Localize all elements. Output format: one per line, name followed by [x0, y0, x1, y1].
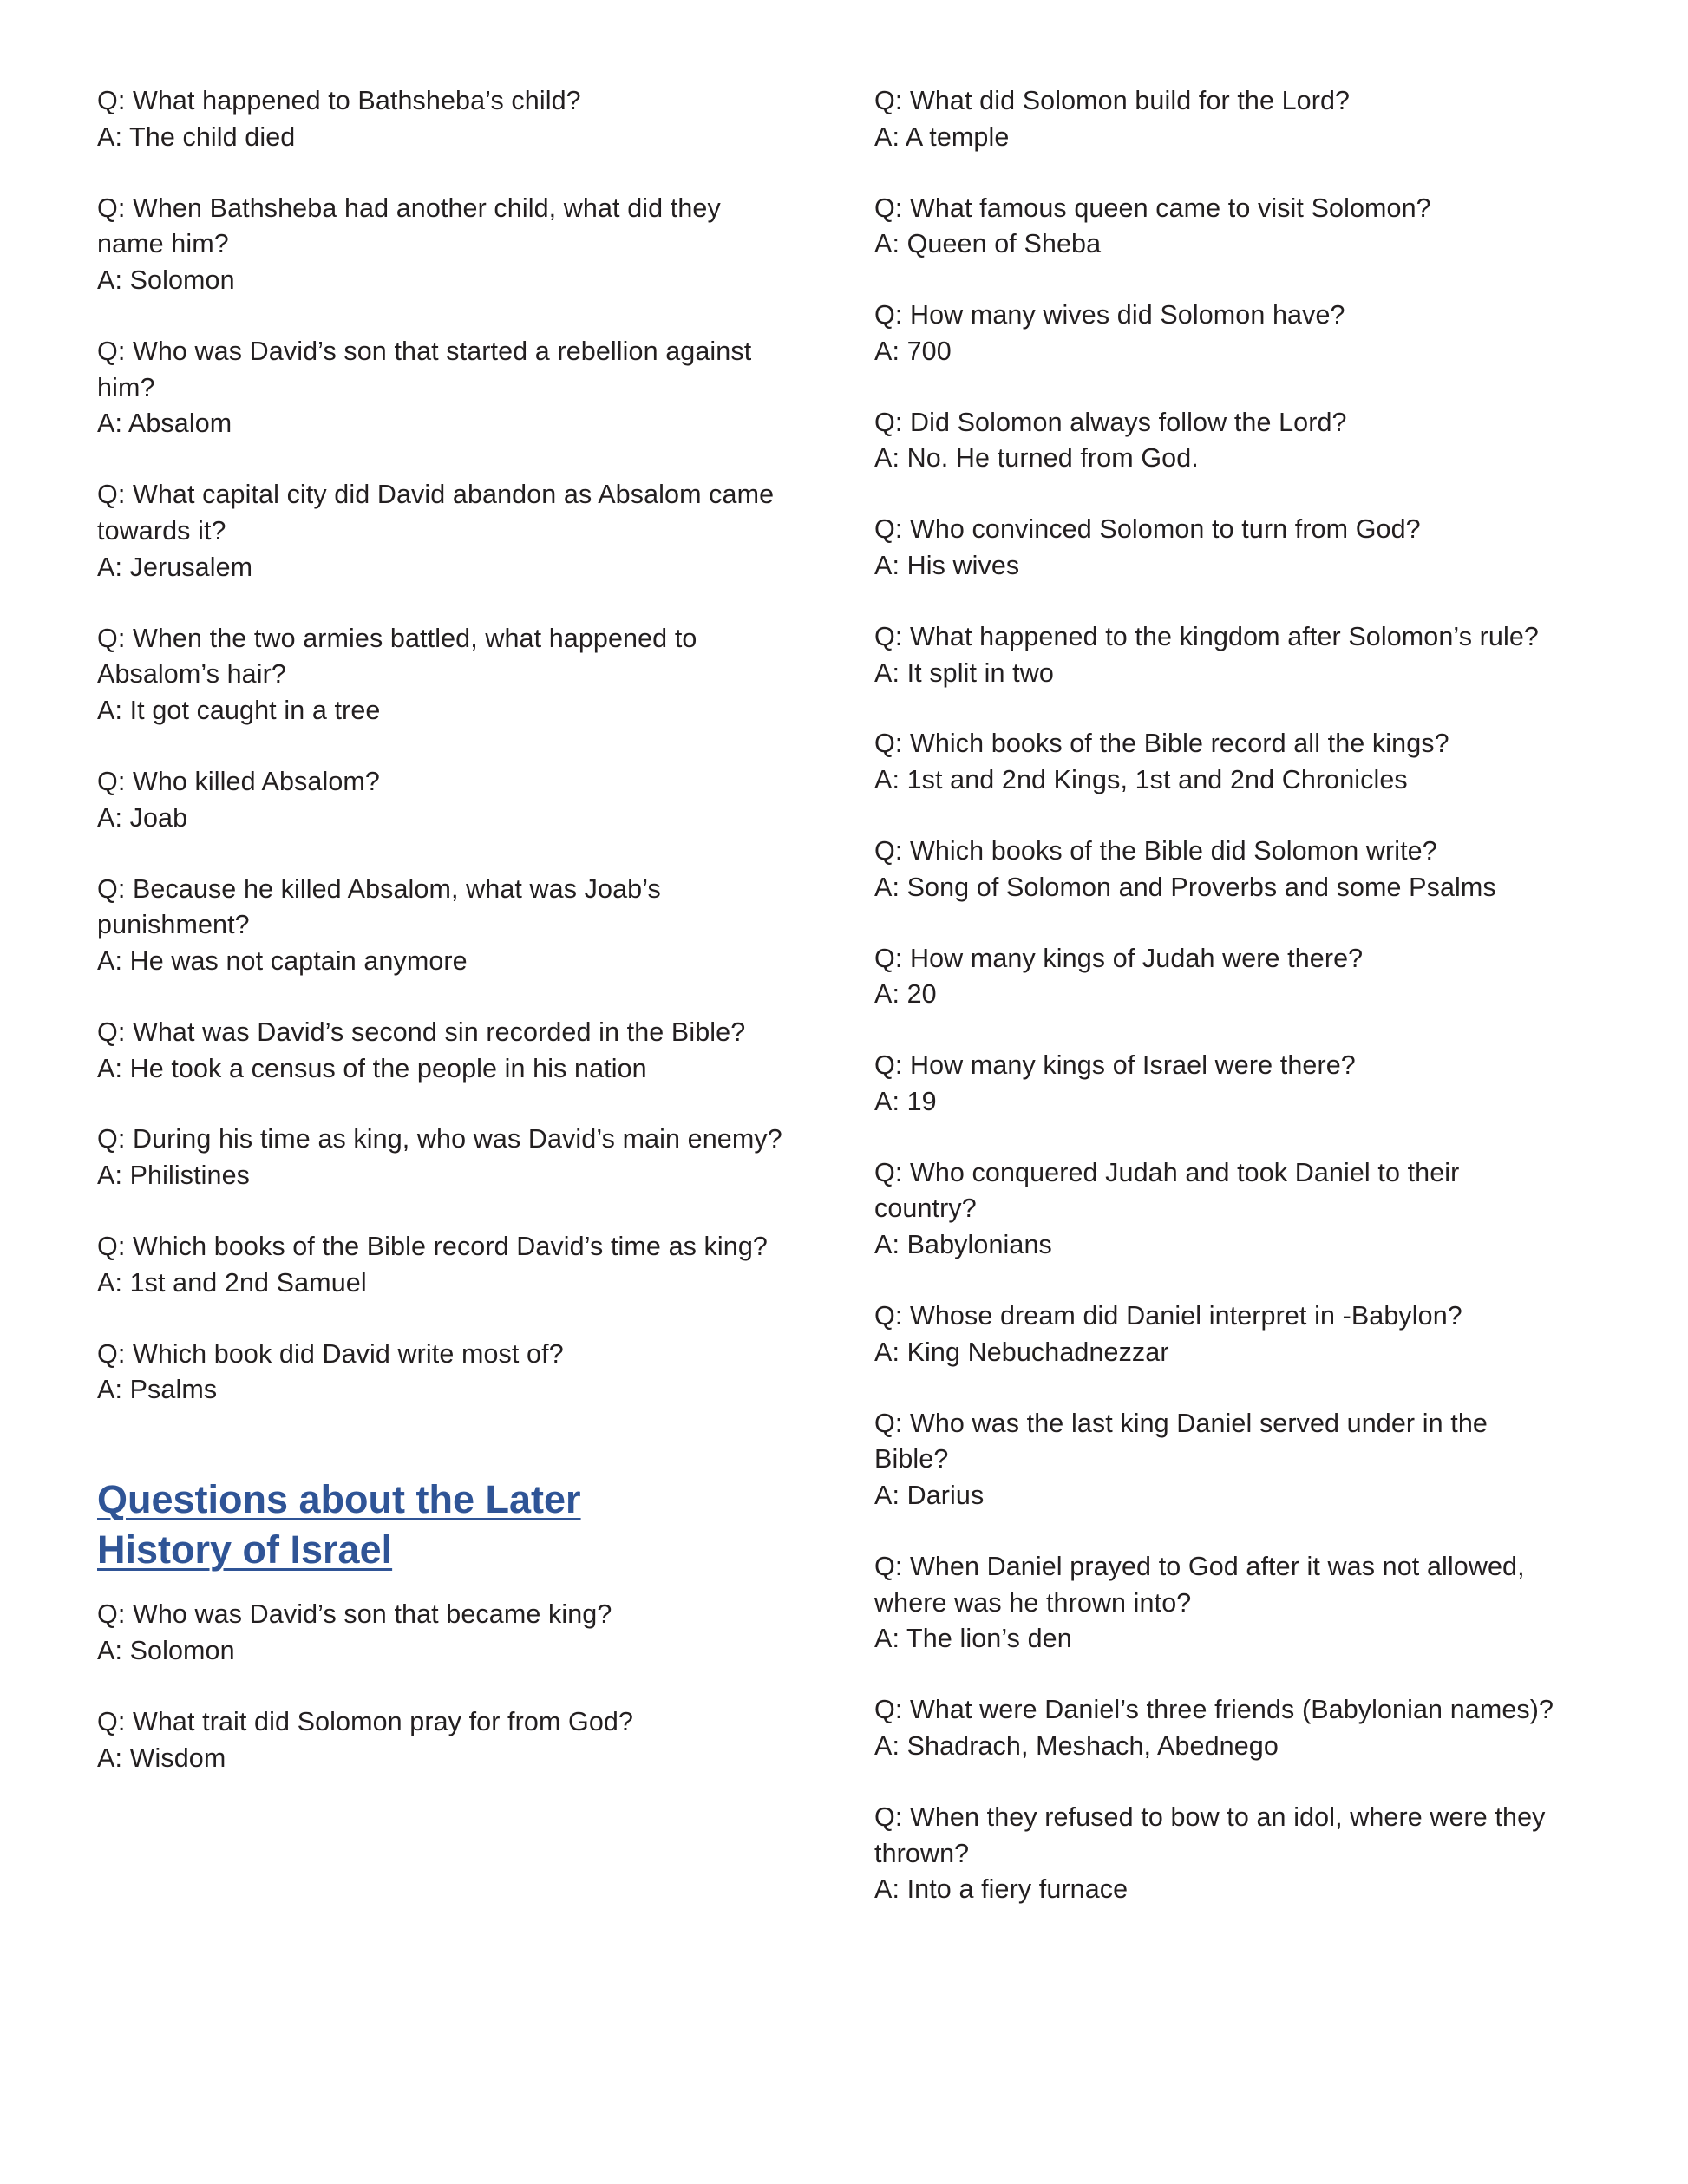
qa-block: [874, 726, 1560, 799]
answer-text: A: Wisdom: [97, 1743, 226, 1773]
qa-block: [97, 764, 782, 837]
answer-text: A: The lion’s den: [874, 1624, 1072, 1654]
answer-text: A: Psalms: [97, 1375, 218, 1405]
answer-text: A: 1st and 2nd Samuel: [97, 1267, 367, 1298]
answer-text: A: Solomon: [97, 1636, 235, 1666]
left-column: [97, 83, 782, 1811]
question-text: Q: When the two armies battled, what happened to Absalom’s hair?: [97, 623, 697, 690]
qa-block: [97, 334, 782, 442]
question-text: Q: How many wives did Solomon have?: [874, 300, 1345, 330]
qa-block: [97, 1704, 782, 1777]
qa-block: [97, 1337, 782, 1409]
question-text: Q: Who was David’s son that became king?: [97, 1599, 612, 1630]
qa-block: [874, 191, 1560, 264]
answer-text: A: It split in two: [874, 657, 1054, 688]
question-text: Q: Which book did David write most of?: [97, 1338, 564, 1369]
answer-text: A: Babylonians: [874, 1230, 1052, 1260]
question-text: Q: Who was the last king Daniel served under in the Bible?: [874, 1408, 1488, 1475]
qa-block: [874, 619, 1560, 692]
question-text: Q: What capital city did David abandon as Absalom came towards it?: [97, 480, 775, 546]
qa-block: [874, 1298, 1560, 1371]
qa-block: [97, 1597, 782, 1670]
qa-block: [874, 405, 1560, 478]
qa-block: [874, 1692, 1560, 1765]
answer-text: A: It got caught in a tree: [97, 696, 381, 726]
answer-text: A: Solomon: [97, 265, 235, 296]
answer-text: A: 20: [874, 979, 937, 1010]
question-text: Q: Whose dream did Daniel interpret in -Babylon?: [874, 1300, 1462, 1331]
qa-block: [874, 512, 1560, 585]
qa-block: [874, 1549, 1560, 1658]
question-text: Q: What famous queen came to visit Solomon?: [874, 193, 1431, 223]
answer-text: A: 19: [874, 1086, 937, 1116]
qa-block: [874, 298, 1560, 370]
answer-text: A: A temple: [874, 121, 1010, 152]
answer-text: A: Song of Solomon and Proverbs and some Psalms: [874, 872, 1496, 902]
answer-text: A: Philistines: [97, 1161, 251, 1191]
section-heading: Questions about the Later History of Israel: [97, 1477, 581, 1572]
answer-text: A: Shadrach, Meshach, Abednego: [874, 1731, 1279, 1761]
answer-text: A: Absalom: [97, 409, 232, 439]
question-text: Q: What trait did Solomon pray for from God?: [97, 1706, 634, 1736]
qa-block: [97, 191, 782, 299]
question-text: Q: When Bathsheba had another child, what did they name him?: [97, 193, 721, 259]
answer-text: A: Joab: [97, 802, 188, 833]
question-text: Q: During his time as king, who was David’s main enemy?: [97, 1124, 782, 1154]
answer-text: A: He took a census of the people in his nation: [97, 1053, 647, 1083]
answer-text: A: He was not captain anymore: [97, 946, 468, 977]
answer-text: A: King Nebuchadnezzar: [874, 1337, 1169, 1367]
question-text: Q: Who conquered Judah and took Daniel to their country?: [874, 1157, 1460, 1224]
question-text: Q: How many kings of Judah were there?: [874, 943, 1364, 973]
question-text: Q: Which books of the Bible record David’s time as king?: [97, 1231, 768, 1261]
qa-block: [97, 1121, 782, 1194]
answer-text: A: 1st and 2nd Kings, 1st and 2nd Chronicles: [874, 765, 1408, 795]
question-text: Q: What were Daniel’s three friends (Babylonian names)?: [874, 1695, 1554, 1725]
qa-block: [874, 834, 1560, 906]
question-text: Q: When Daniel prayed to God after it was not allowed, where was he thrown into?: [874, 1551, 1525, 1618]
qa-block: [874, 83, 1560, 156]
question-text: Q: Did Solomon always follow the Lord?: [874, 407, 1347, 437]
question-text: Q: What happened to Bathsheba’s child?: [97, 86, 581, 115]
qa-block: [97, 83, 782, 156]
answer-text: A: 700: [874, 336, 952, 366]
question-text: Q: Because he killed Absalom, what was Joab’s punishment?: [97, 873, 661, 940]
question-text: Q: Who was David’s son that started a rebellion against him?: [97, 336, 752, 402]
answer-text: A: His wives: [874, 551, 1020, 581]
qa-block: [97, 477, 782, 585]
question-text: Q: What happened to the kingdom after Solomon’s rule?: [874, 621, 1539, 651]
qa-block: [97, 1015, 782, 1088]
qa-block: [874, 1155, 1560, 1264]
qa-block: [874, 1048, 1560, 1121]
qa-block: [874, 1406, 1560, 1514]
qa-block: [874, 941, 1560, 1014]
question-text: Q: How many kings of Israel were there?: [874, 1050, 1356, 1081]
answer-text: A: Queen of Sheba: [874, 229, 1102, 259]
question-text: Q: What was David’s second sin recorded in the Bible?: [97, 1017, 746, 1047]
right-column: [874, 83, 1560, 1943]
answer-text: A: Darius: [874, 1481, 985, 1511]
qa-block: [97, 1229, 782, 1302]
question-text: Q: Who convinced Solomon to turn from God?: [874, 514, 1421, 545]
qa-block: [874, 1800, 1560, 1908]
question-text: Q: When they refused to bow to an idol, where were they thrown?: [874, 1801, 1546, 1868]
question-text: Q: Which books of the Bible record all the kings?: [874, 729, 1449, 759]
question-text: Q: Who killed Absalom?: [97, 766, 380, 796]
qa-block: [97, 872, 782, 980]
answer-text: A: No. He turned from God.: [874, 443, 1199, 474]
question-text: Q: What did Solomon build for the Lord?: [874, 86, 1351, 115]
answer-text: A: Jerusalem: [97, 552, 253, 582]
qa-block: [97, 621, 782, 729]
two-column-layout: [97, 83, 1591, 1943]
answer-text: A: Into a fiery furnace: [874, 1874, 1129, 1905]
question-text: Q: Which books of the Bible did Solomon write?: [874, 835, 1437, 866]
answer-text: A: The child died: [97, 121, 296, 152]
